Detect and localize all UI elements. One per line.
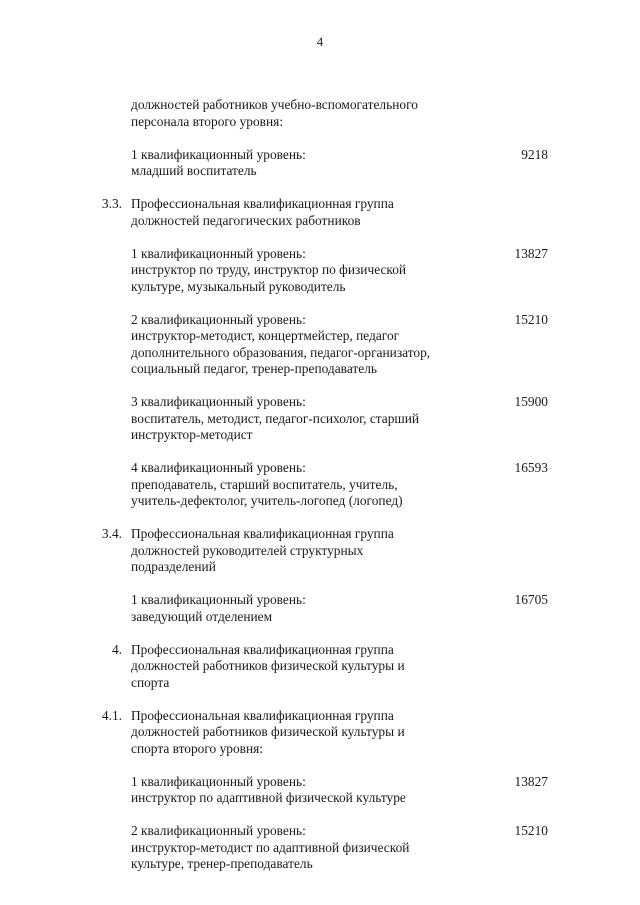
description-line: преподаватель, старший воспитатель, учитель, (131, 476, 398, 492)
description-line: инструктор по адаптивной физической культуре (131, 790, 406, 805)
row-number: 4. (111, 641, 122, 657)
salary-value: 15210 (514, 311, 548, 327)
description-line: спорта (131, 674, 170, 690)
row-description (131, 708, 490, 758)
description-line: должностей работников физической культуры и (131, 658, 405, 673)
salary-value: 15210 (514, 823, 548, 838)
salary-value: 13827 (514, 245, 548, 261)
table-row (0, 592, 640, 625)
description-line: Профессиональная квалификационная группа (131, 641, 394, 657)
description-line: 1 квалификационный уровень: (131, 245, 306, 261)
salary-value: 9218 (521, 146, 548, 162)
description-line: спорта второго уровня: (131, 740, 264, 756)
description-line: инструктор-методист, концертмейстер, педагог (131, 328, 400, 343)
description-line: инструктор-методист (131, 427, 253, 442)
description-line: учитель-дефектолог, учитель-логопед (логопед) (131, 493, 403, 508)
row-number: 4.1. (101, 707, 122, 723)
row-number: 3.3. (101, 196, 122, 211)
description-line: подразделений (131, 559, 216, 574)
description-line: должностей работников учебно-вспомогательного (131, 97, 418, 112)
description-line: 1 квалификационный уровень: (131, 773, 306, 789)
row-description (131, 312, 490, 378)
description-line: 1 квалификационный уровень: (131, 592, 306, 607)
description-line: воспитатель, методист, педагог-психолог, старший (131, 410, 420, 426)
row-description (131, 97, 490, 130)
table-row (0, 823, 640, 873)
row-description (131, 526, 490, 576)
table-row (0, 774, 640, 807)
row-description (131, 394, 490, 444)
description-line: культуре, музыкальный руководитель (131, 278, 346, 294)
table-row (0, 312, 640, 378)
table-row (0, 708, 640, 758)
description-line: 4 квалификационный уровень: (131, 460, 306, 475)
salary-value: 13827 (514, 773, 548, 789)
table-row (0, 642, 640, 692)
description-line: социальный педагог, тренер-преподаватель (131, 361, 377, 376)
description-line: 3 квалификационный уровень: (131, 394, 306, 409)
description-line: 1 квалификационный уровень: (131, 146, 306, 162)
description-line: персонала второго уровня: (131, 113, 284, 129)
page-number: 4 (316, 34, 324, 49)
description-line: инструктор-методист по адаптивной физической (131, 839, 410, 855)
row-description (131, 823, 490, 873)
salary-value: 15900 (514, 394, 548, 409)
salary-value: 16705 (514, 592, 548, 607)
description-line: инструктор по труду, инструктор по физической (131, 262, 407, 277)
row-description (131, 460, 490, 510)
description-line: культуре, тренер-преподаватель (131, 856, 313, 871)
description-line: младший воспитатель (131, 163, 257, 178)
table-row (0, 460, 640, 510)
description-line: дополнительного образования, педагог-организатор, (131, 344, 431, 360)
description-line: должностей работников физической культуры и (131, 724, 405, 739)
table-row (0, 394, 640, 444)
row-description (131, 642, 490, 692)
row-number: 3.4. (101, 526, 122, 541)
table-row (0, 526, 640, 576)
description-line: Профессиональная квалификационная группа (131, 526, 394, 541)
table-row (0, 147, 640, 180)
description-line: должностей руководителей структурных (131, 542, 364, 558)
description-line: 2 квалификационный уровень: (131, 311, 306, 327)
description-line: должностей педагогических работников (131, 212, 361, 228)
row-description (131, 196, 490, 229)
description-line: заведующий отделением (131, 608, 273, 624)
salary-table (0, 97, 640, 889)
description-line: Профессиональная квалификационная группа (131, 707, 394, 723)
description-line: 2 квалификационный уровень: (131, 823, 306, 838)
table-row (0, 196, 640, 229)
row-description (131, 592, 490, 625)
row-description (131, 147, 490, 180)
row-description (131, 774, 490, 807)
description-line: Профессиональная квалификационная группа (131, 196, 394, 211)
table-row (0, 97, 640, 130)
table-row (0, 246, 640, 296)
row-description (131, 246, 490, 296)
salary-value: 16593 (514, 460, 548, 475)
